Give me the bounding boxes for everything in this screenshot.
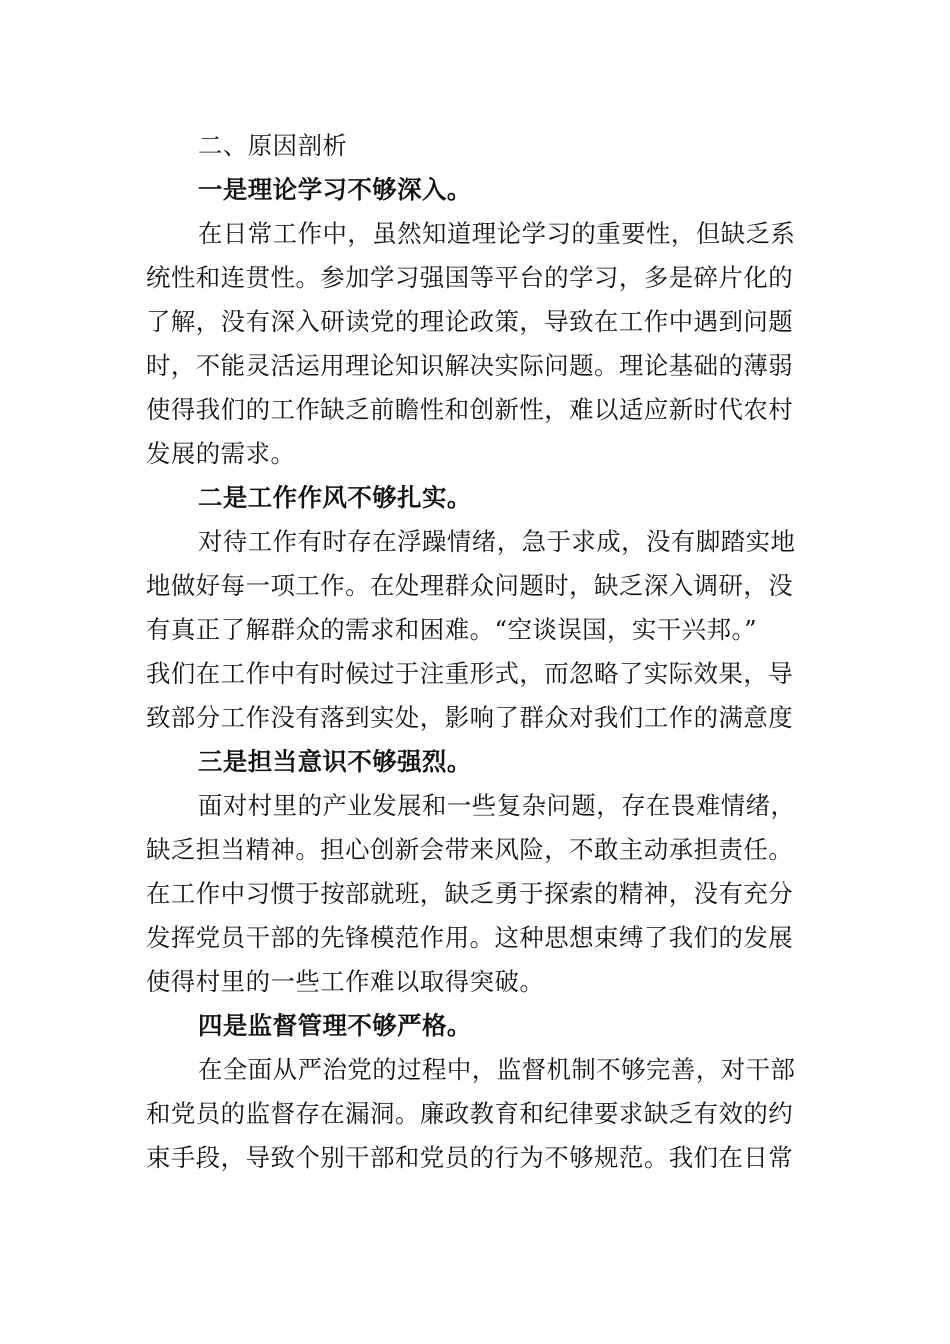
paragraph-line: 缺乏担当精神。担心创新会带来风险，不敢主动承担责任。: [146, 835, 794, 864]
section-1-heading: 一是理论学习不够深入。: [198, 175, 472, 204]
paragraph-line: 在工作中习惯于按部就班，缺乏勇于探索的精神，没有充分: [146, 879, 794, 908]
paragraph-line: 致部分工作没有落到实处，影响了群众对我们工作的满意度: [146, 703, 794, 732]
paragraph-line: 统性和连贯性。参加学习强国等平台的学习，多是碎片化的: [146, 263, 794, 292]
paragraph-line: 使得村里的一些工作难以取得突破。: [146, 967, 545, 996]
paragraph-line: 面对村里的产业发展和一些复杂问题，存在畏难情绪，: [198, 791, 796, 820]
paragraph-line: 束手段，导致个别干部和党员的行为不够规范。我们在日常: [146, 1143, 794, 1172]
section-2-heading: 二是工作作风不够扎实。: [198, 483, 472, 512]
document-page: [146, 124, 806, 1180]
section-2: [146, 476, 806, 740]
paragraph-line: 我们在工作中有时候过于注重形式，而忽略了实际效果，导: [146, 659, 794, 688]
paragraph-line: 发展的需求。: [146, 439, 296, 468]
paragraph-line: 使得我们的工作缺乏前瞻性和创新性，难以适应新时代农村: [146, 395, 794, 424]
paragraph-line: 地做好每一项工作。在处理群众问题时，缺乏深入调研，没: [146, 571, 794, 600]
section-3: [146, 740, 806, 1004]
section-title: 二、原因剖析: [198, 131, 348, 160]
paragraph-line: 有真正了解群众的需求和困难。“空谈误国，实干兴邦。”: [146, 615, 758, 644]
paragraph-line: 了解，没有深入研读党的理论政策，导致在工作中遇到问题: [146, 307, 794, 336]
paragraph-line: 在日常工作中，虽然知道理论学习的重要性，但缺乏系: [198, 219, 796, 248]
section-3-heading: 三是担当意识不够强烈。: [198, 747, 472, 776]
paragraph-line: 发挥党员干部的先锋模范作用。这种思想束缚了我们的发展: [146, 923, 794, 952]
section-4-heading: 四是监督管理不够严格。: [198, 1011, 472, 1040]
section-1: [146, 168, 806, 476]
paragraph-line: 和党员的监督存在漏洞。廉政教育和纪律要求缺乏有效的约: [146, 1099, 794, 1128]
paragraph-line: 在全面从严治党的过程中，监督机制不够完善，对干部: [198, 1055, 796, 1084]
paragraph-line: 时，不能灵活运用理论知识解决实际问题。理论基础的薄弱: [146, 351, 794, 380]
section-4: [146, 1004, 806, 1180]
paragraph-line: 对待工作有时存在浮躁情绪，急于求成，没有脚踏实地: [198, 527, 796, 556]
